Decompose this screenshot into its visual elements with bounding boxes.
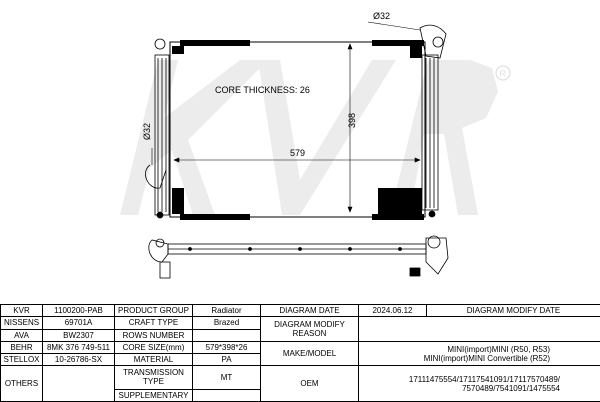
brand-ava: AVA [1, 329, 43, 341]
value-rows-number [193, 329, 261, 341]
make-model-line: MINI(import)MINI (R50, R53) [447, 344, 550, 354]
brand-others: OTHERS [1, 366, 43, 402]
spec-row [1, 317, 600, 329]
label-rows-number: ROWS NUMBER [115, 329, 193, 341]
spec-table [0, 304, 600, 402]
label-diagram-modify-reason: DIAGRAM MODIFY REASON [261, 317, 359, 342]
value-diagram-modify-reason [359, 317, 600, 342]
label-product-group: PRODUCT GROUP [115, 305, 193, 317]
ava-code: BW2307 [43, 329, 115, 341]
inlet-diameter: Ø32 [142, 122, 152, 140]
label-craft-type: CRAFT TYPE [115, 317, 193, 329]
label-diagram-date: DIAGRAM DATE [261, 305, 359, 317]
label-make-model: MAKE/MODEL [261, 341, 359, 366]
stellox-code: 10-26786-SX [43, 354, 115, 366]
value-supplementary [193, 389, 261, 401]
value-product-group: Radiator [193, 305, 261, 317]
svg-text:R: R [499, 69, 506, 79]
spec-row [1, 366, 600, 389]
brand-kvr: KVR [1, 305, 43, 317]
label-transmission-type: TRANSMISSION TYPE [115, 366, 193, 389]
side-view [149, 236, 448, 278]
value-diagram-date: 2024.06.12 [359, 305, 427, 317]
value-core-size: 579*398*26 [193, 341, 261, 353]
value-craft-type: Brazed [193, 317, 261, 329]
value-make-model [359, 341, 600, 366]
brand-behr: BEHR [1, 341, 43, 353]
kvr-code: 1100200-PAB [43, 305, 115, 317]
spec-row [1, 341, 600, 353]
oem-line: 17111475554/17117541091/17117570489/ [408, 374, 560, 384]
label-core-size: CORE SIZE(mm) [115, 341, 193, 353]
core-thickness-label: CORE THICKNESS: 26 [215, 85, 310, 95]
height-dimension: 398 [347, 112, 357, 128]
label-supplementary: SUPPLEMENTARY [115, 389, 193, 401]
value-transmission-type: MT [193, 366, 261, 389]
label-material: MATERIAL [115, 354, 193, 366]
brand-stellox: STELLOX [1, 354, 43, 366]
outlet-diameter: Ø32 [373, 11, 391, 21]
label-oem: OEM [261, 366, 359, 402]
make-model-line: MINI(import)MINI Convertible (R52) [423, 353, 550, 363]
behr-code: 8MK 376 749-511 [43, 341, 115, 353]
brand-nissens: NISSENS [1, 317, 43, 329]
others-code [43, 366, 115, 402]
value-oem [359, 366, 600, 402]
oem-line: 7570489/7541091/1475554 [462, 383, 560, 393]
spec-row [1, 305, 600, 317]
value-material: PA [193, 354, 261, 366]
nissens-code: 69701A [43, 317, 115, 329]
label-diagram-modify-date: DIAGRAM MODIFY DATE [427, 305, 600, 317]
width-dimension: 579 [290, 148, 306, 158]
